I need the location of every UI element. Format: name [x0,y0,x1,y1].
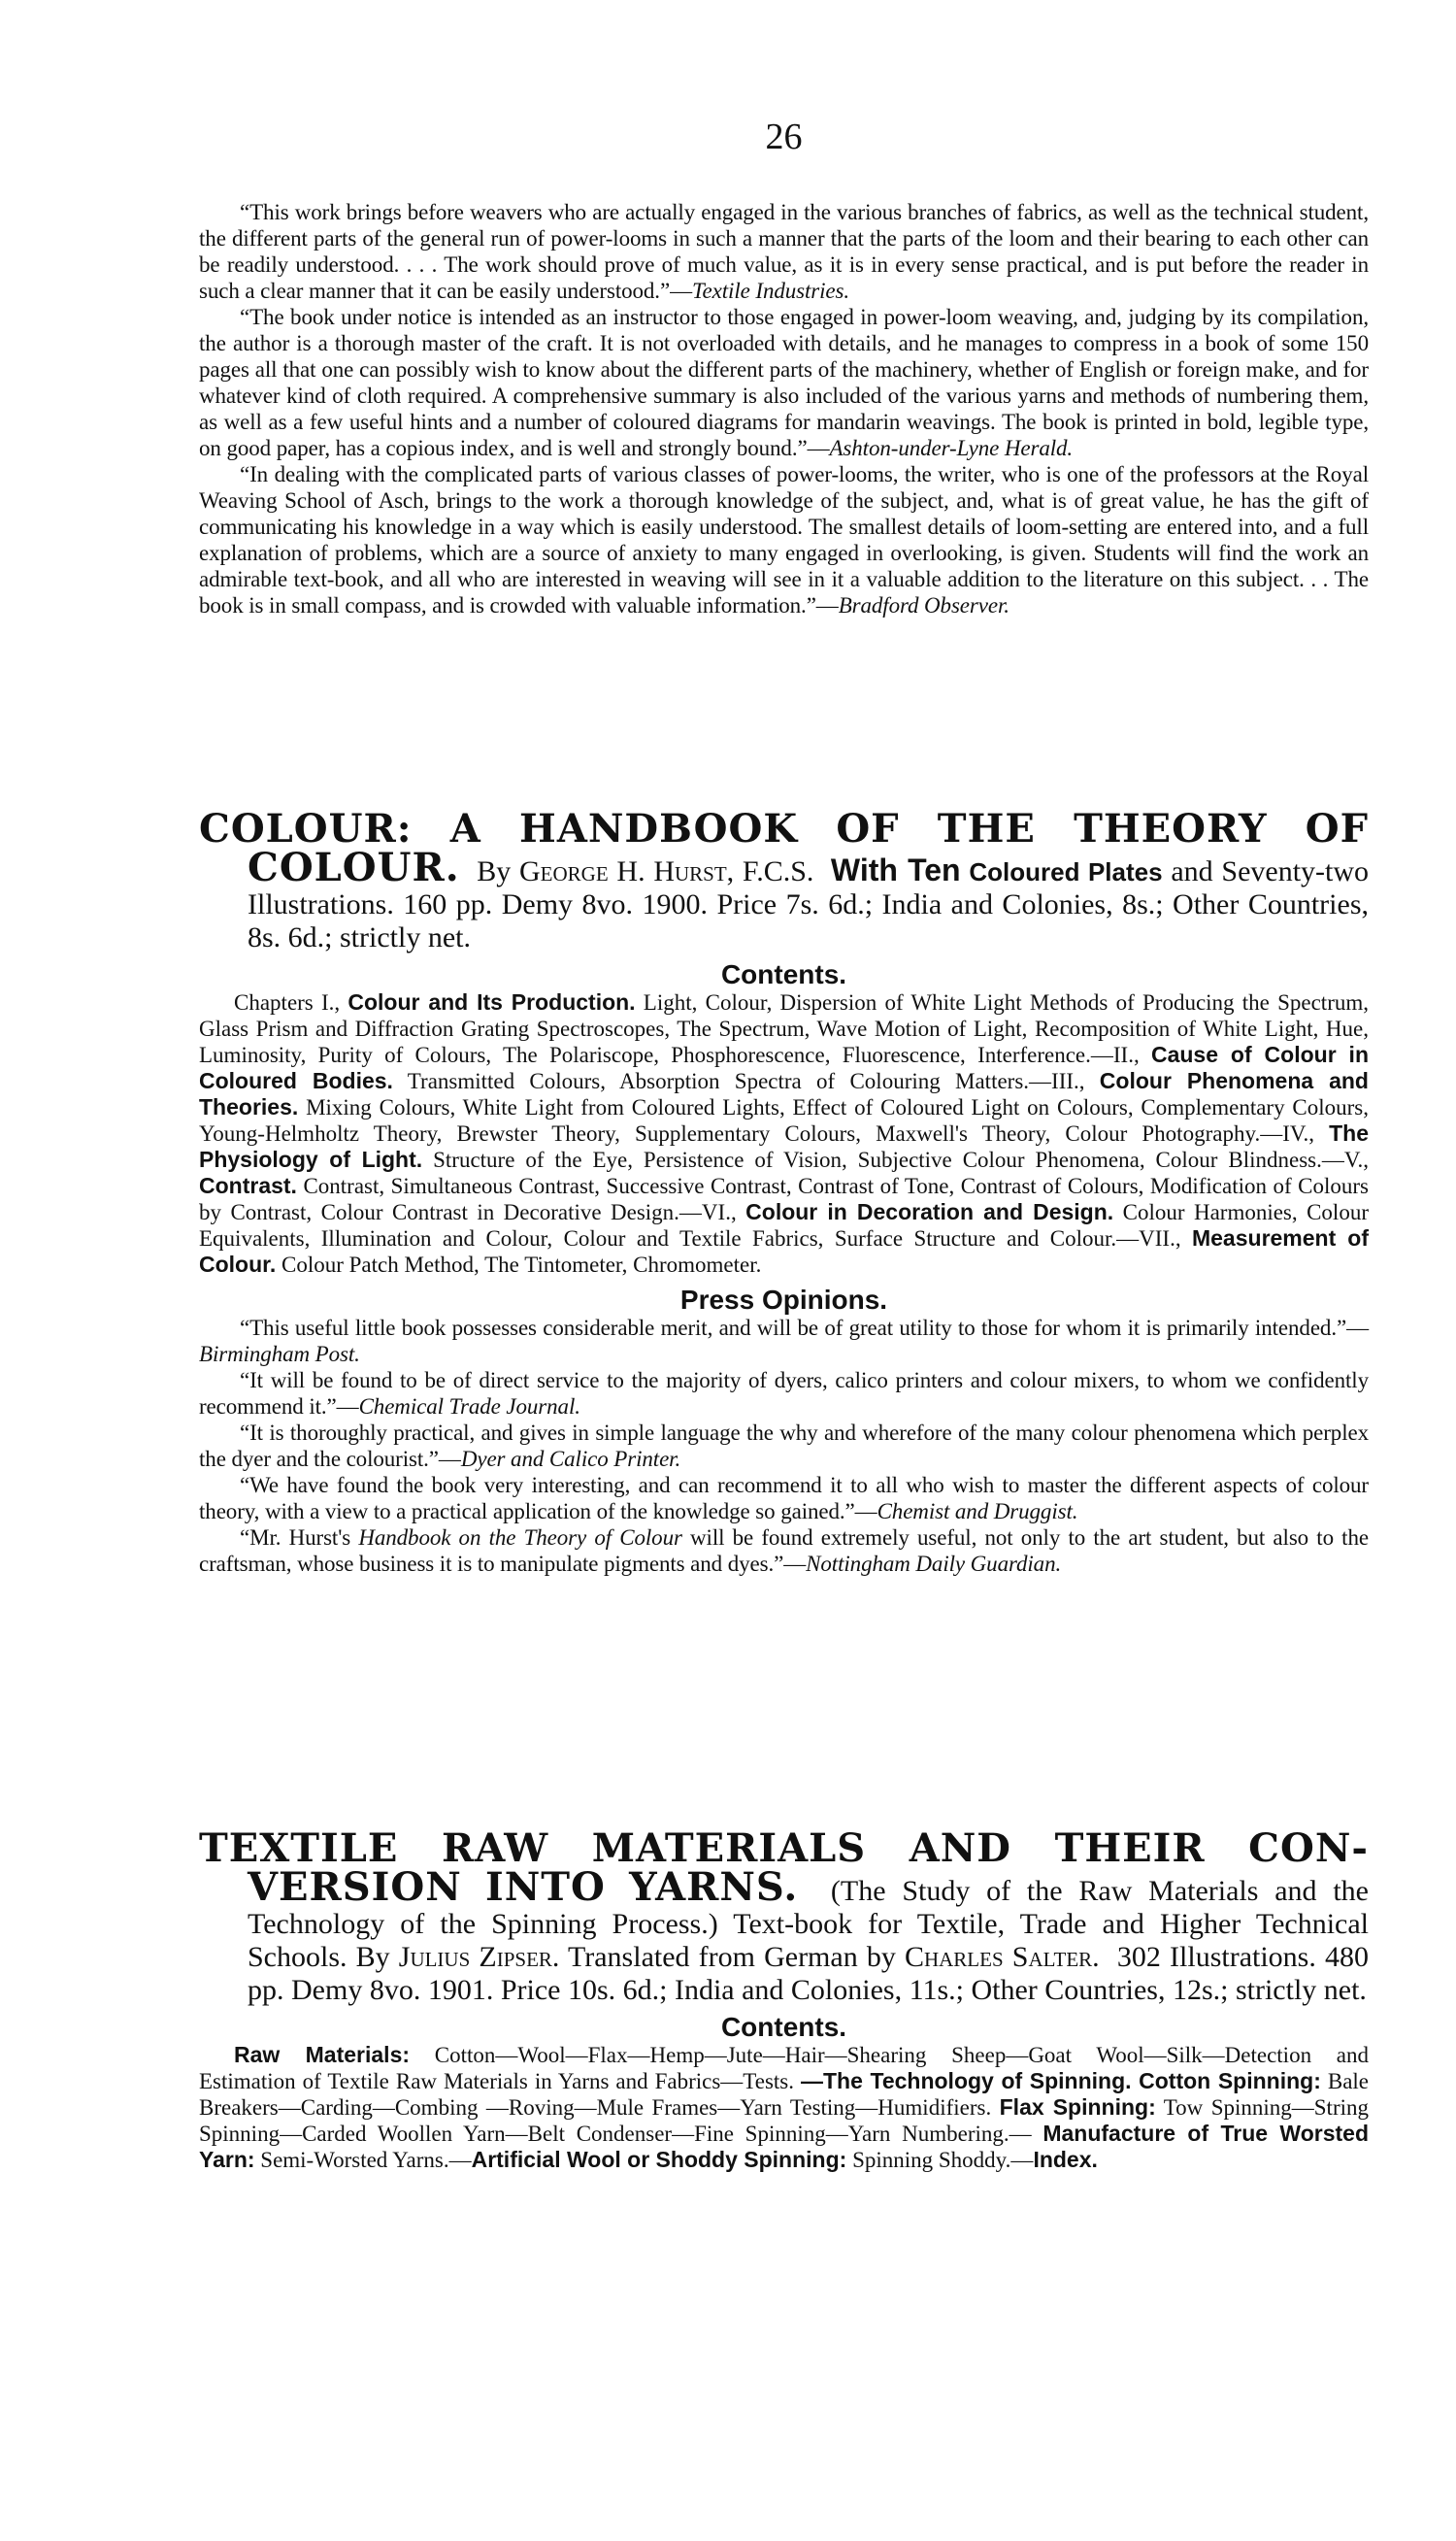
review-text: “This work brings before weavers who are actually engaged in the various branches of fabrics, as well as the technical student, the different parts of the general run of power-looms in such a manner that the parts of the loom and their bearing to each other can be readily understood. . . . The work should prove of much value, as it is in every sense practical, and is put before the reader in such a clear manner that it can be easily understood.”— [199,200,1369,303]
chapter-topics: Semi-Worsted Yarns.— [254,2148,472,2172]
opinion-source: Dyer and Calico Printer. [460,1447,681,1471]
translated-by-label: Translated from German by [567,1941,896,1973]
press-opinion [199,1315,1369,1367]
opinion-text: “It is thoroughly practical, and gives in simple language the why and wherefore of the many colour phenomena which perplex the dyer and the colourist.”— [199,1421,1369,1471]
book-translator: Charles Salter. [904,1941,1100,1973]
press-opinion [199,1524,1369,1577]
opinion-source: Chemist and Druggist. [877,1499,1078,1523]
opinion-book-title: Handbook on the Theory of Colour [358,1525,682,1550]
chapter-heading: Cause of Colour in Coloured Bodies. [199,1042,1369,1093]
chapter-heading: Raw Materials: [234,2042,411,2067]
opinion-text: will be found extremely useful, not only to the art student, but also to the craftsman, whose business it is to manipulate pigments and dyes.”— [199,1525,1369,1576]
book-title-continuation: VERSION INTO YARNS. [248,1864,799,1910]
chapter-heading: Colour and Its Production. [347,989,636,1015]
chapter-heading: Contrast. [199,1173,297,1198]
book-subtitle: (The Study of the Raw Materials and the Technology of the Spinning Process.) Text-book for Textile, Trade and Higher Technical Schools. By [248,1875,1369,1973]
plates-highlight: With Ten [830,853,961,887]
chapter-topics: Transmitted Colours, Absorption Spectra of Colouring Matters.—III., [392,1069,1100,1093]
press-opinion [199,1367,1369,1420]
contents-heading: Contents. [720,959,847,989]
chapter-heading: Flax Spinning: [999,2094,1156,2120]
review-source: Textile Industries. [691,279,850,303]
book-author: Julius Zipser. [398,1941,560,1973]
chapter-topics: Contrast, Simultaneous Contrast, Successive Contrast, Contrast of Tone, Contrast of Colours, Modification of Colours by Contrast, Colour Contrast in Decorative Design.—VI., [199,1174,1369,1224]
book-description [248,845,1370,954]
page-number: 26 [765,117,803,157]
review-source: Ashton-under-Lyne Herald. [829,436,1074,460]
chapter-topics: Light, Colour, Dispersion of White Light Methods of Producing the Spectrum, Glass Prism and Diffraction Grating Spectroscopes, The Spectrum, Wave Motion of Light, Recomposition of White Light, Hue, Luminosity, Purity of Colours, The Polariscope, Phosphorescence, Fluorescence, Interference.—II., [199,990,1369,1067]
opinion-text: “It will be found to be of direct service to the majority of dyers, calico printers and colour mixers, to whom we confidently recommend it.”— [199,1368,1369,1419]
review-paragraph [199,199,1369,304]
chapter-heading: Measurement of Colour. [199,1225,1370,1277]
chapter-heading: The Physiology of Light. [199,1120,1369,1172]
reviews-section [199,199,1369,619]
review-text: “The book under notice is intended as an instructor to those engaged in power-loom weaving, and, judging by its compilation, the author is a thorough master of the craft. It is not overloaded with details, and he manages to compress in a book of some 150 pages all that one can possibly wish to know about the different parts of the machinery, whether of English or foreign make, and for whatever kind of cloth required. A comprehensive summary is also included of the various yarns and methods of numbering them, as well as a few useful hints and a number of coloured diagrams for mandarin weavings. The book is printed in bold, legible type, on good paper, has a copious index, and is well and strongly bound.”— [199,305,1369,460]
chapter-topics: Mixing Colours, White Light from Coloured Lights, Effect of Coloured Light on Colours, Complementary Colours, Young-Helmholtz Theory, Brewster Theory, Supplementary Colours, Maxwell's Theory, Colour Photography.—IV., [199,1095,1369,1146]
contents-heading: Contents. [720,2012,847,2042]
plates-highlight: Coloured Plates [969,857,1163,886]
press-opinion [199,1472,1369,1524]
review-source: Bradford Observer. [838,593,1009,618]
review-text: “In dealing with the complicated parts of various classes of power-looms, the writer, who is one of the professors at the Royal Weaving School of Asch, brings to the work a thorough knowledge of the subject, and, what is of great value, he has the gift of communicating his knowledge in a way which is easily understood. The smallest details of loom-setting are entered into, and a full explanation of problems, which are a source of anxiety to many engaged in overlooking, is given. Students will find the work an admirable text-book, and all who are interested in weaving will see in it a valuable addition to the literature on this subject. . . The book is in small compass, and is crowded with valuable information.”— [199,462,1369,618]
contents-paragraph [199,2042,1369,2173]
book-author: George H. Hurst, F.C.S. [519,855,814,887]
chapter-topics: Chapters I., [234,990,348,1015]
by-label: By [477,855,512,887]
chapter-heading: —The Technology of Spinning. Cotton Spinning: [800,2068,1321,2093]
contents-paragraph [199,989,1369,1278]
opinion-source: Birmingham Post. [199,1342,360,1366]
review-paragraph [199,304,1369,461]
book-details: 302 Illustrations. 480 pp. Demy 8vo. 1901. Price 10s. 6d.; India and Colonies, 11s.; Other Countries, 12s.; strictly net. [248,1941,1369,2006]
opinion-source: Chemical Trade Journal. [358,1394,580,1419]
chapter-topics: Cotton—Wool—Flax—Hemp—Jute—Hair—Shearing Sheep—Goat Wool—Silk—Detection and Estimation of Textile Raw Materials in Yarns and Fabrics—Tests. [199,2043,1369,2093]
book-entry-colour [199,806,1369,1577]
book-entry-textile [199,1825,1369,2173]
book-details: and Seventy-two Illustrations. 160 pp. Demy 8vo. 1900. Price 7s. 6d.; India and Colonies, 8s.; Other Countries, 8s. 6d.; strictly net. [248,855,1370,953]
book-description [248,1864,1369,2007]
chapter-topics: Colour Patch Method, The Tintometer, Chromometer. [276,1253,762,1277]
opinion-text: “We have found the book very interesting, and can recommend it to all who wish to master the different aspects of colour theory, with a view to a practical application of the knowledge so gained.”— [199,1473,1369,1523]
opinion-text: “Mr. Hurst's [240,1525,359,1550]
chapter-heading: Colour Phenomena and Theories. [199,1068,1369,1120]
review-paragraph [199,461,1369,619]
chapter-heading: Artificial Wool or Shoddy Spinning: [471,2147,847,2172]
opinion-text: “This useful little book possesses considerable merit, and will be of great utility to those for whom it is primarily intended.”— [240,1316,1369,1340]
book-title-line: COLOUR: A HANDBOOK OF THE THEORY OF [199,806,1369,852]
press-opinions-heading: Press Opinions. [679,1285,888,1315]
chapter-topics: Bale Breakers—Carding—Combing —Roving—Mule Frames—Yarn Testing—Humidifiers. [199,2069,1369,2120]
book-title-continuation: COLOUR. [248,845,460,890]
opinion-source: Nottingham Daily Guardian. [806,1552,1062,1576]
chapter-heading: Manufacture of True Worsted Yarn: [199,2121,1369,2172]
chapter-topics: Tow Spinning—String Spinning—Carded Woollen Yarn—Belt Condenser—Fine Spinning—Yarn Numbering.— [199,2095,1369,2146]
chapter-topics: Structure of the Eye, Persistence of Vision, Subjective Colour Phenomena, Colour Blindness.—V., [422,1148,1369,1172]
press-opinion [199,1420,1369,1472]
chapter-heading: Colour in Decoration and Design. [745,1199,1114,1224]
chapter-topics: Spinning Shoddy.— [846,2148,1034,2172]
book-title-line: TEXTILE RAW MATERIALS AND THEIR CON- [199,1825,1369,1871]
chapter-topics: Colour Harmonies, Colour Equivalents, Illumination and Colour, Colour and Textile Fabrics, Surface Structure and Colour.—VII., [199,1200,1369,1251]
chapter-heading: Index. [1033,2147,1098,2172]
